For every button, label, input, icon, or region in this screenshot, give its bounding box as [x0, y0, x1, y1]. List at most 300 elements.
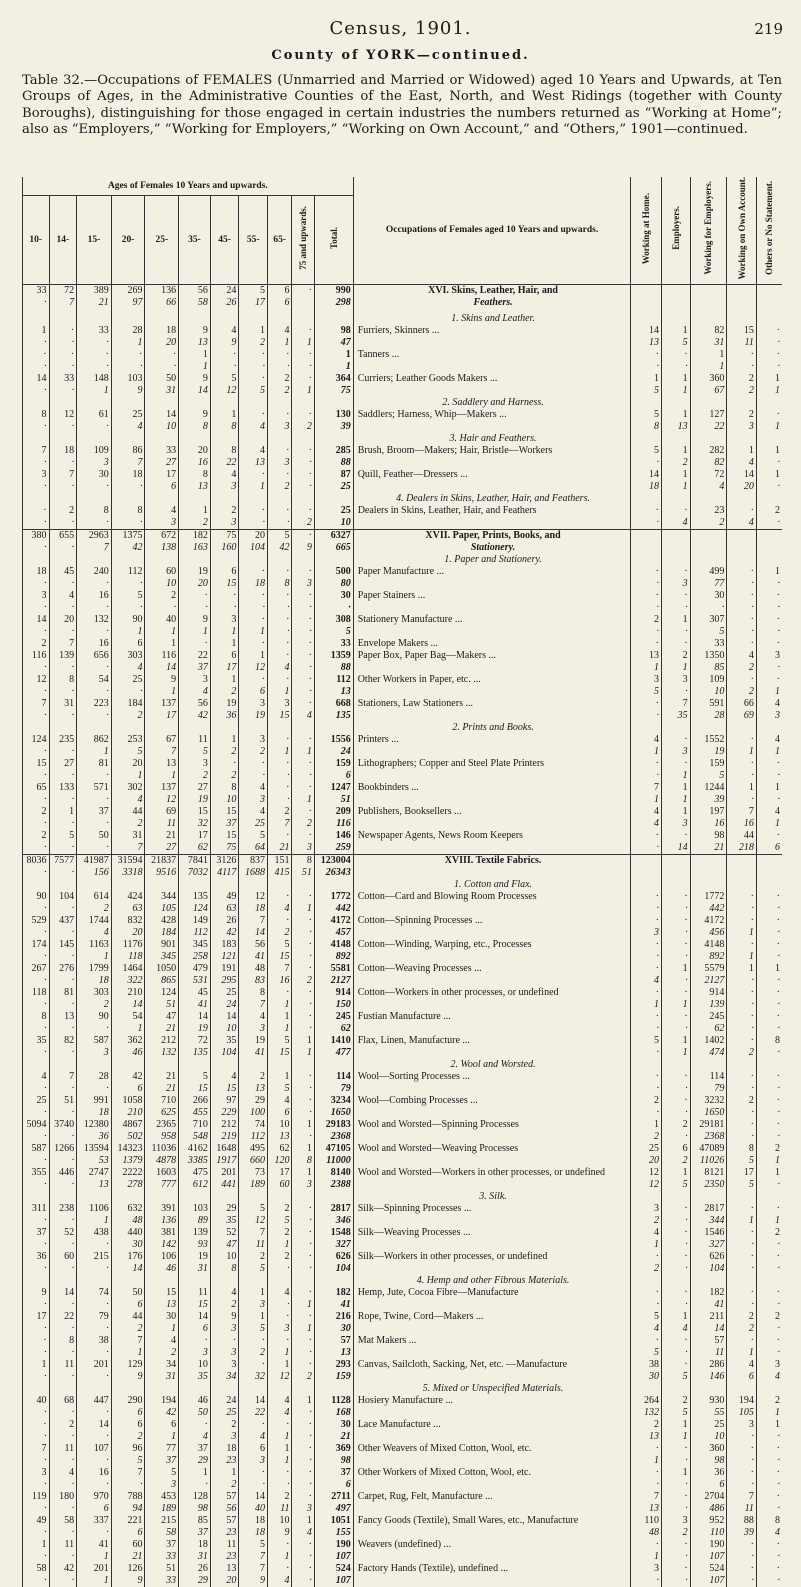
table-row — [23, 963, 783, 975]
age-cell: 2 — [77, 999, 112, 1011]
status-cell — [690, 313, 727, 325]
age-cell: · — [49, 1479, 77, 1491]
status-cell — [661, 397, 690, 409]
status-cell: 3 — [631, 1563, 662, 1575]
status-cell: 36 — [690, 1467, 727, 1479]
age-cell: 20 — [239, 529, 268, 542]
status-cell — [631, 433, 662, 445]
status-cell — [690, 433, 727, 445]
status-cell: 146 — [690, 1371, 727, 1383]
total-cell: 442 — [314, 903, 353, 915]
status-cell — [631, 529, 662, 542]
occupation-cell: Other Weavers of Mixed Cotton, Wool, etc. — [353, 1443, 631, 1455]
age-cell: 1266 — [49, 1143, 77, 1155]
age-cell — [49, 879, 77, 891]
age-cell: 571 — [77, 782, 112, 794]
age-cell: 107 — [77, 1443, 112, 1455]
ages-header: Ages of Females 10 Years and upwards. — [23, 177, 354, 196]
age-cell — [210, 879, 239, 891]
age-cell: · — [23, 1335, 50, 1347]
age-cell: 56 — [179, 284, 211, 297]
age-cell: 11036 — [145, 1143, 179, 1155]
age-cell: 11 — [267, 1503, 292, 1515]
status-cell: 85 — [690, 662, 727, 674]
age-cell: 116 — [23, 650, 50, 662]
total-cell — [314, 722, 353, 734]
age-cell: 18 — [239, 903, 268, 915]
status-cell: 591 — [690, 698, 727, 710]
table-row — [23, 939, 783, 951]
occupation-cell: Silk—Weaving Processes ... — [353, 1227, 631, 1239]
status-cell: · — [631, 1575, 662, 1587]
age-col-header: 15- — [77, 196, 112, 284]
status-cell: · — [631, 1299, 662, 1311]
age-cell: 5 — [179, 1071, 211, 1083]
status-cell: · — [727, 1023, 757, 1035]
age-cell: · — [210, 361, 239, 373]
age-cell: · — [292, 1131, 314, 1143]
age-cell: 1 — [267, 1359, 292, 1371]
age-cell: 32 — [179, 818, 211, 830]
table-row — [23, 397, 783, 409]
status-cell: 4 — [631, 734, 662, 746]
age-cell: 126 — [111, 1563, 145, 1575]
age-cell: · — [267, 674, 292, 686]
age-cell: · — [77, 794, 112, 806]
age-cell: 14 — [111, 1263, 145, 1275]
age-cell: 6 — [111, 638, 145, 650]
status-cell — [690, 529, 727, 542]
age-cell: 7 — [145, 746, 179, 758]
age-cell: 1 — [292, 746, 314, 758]
age-cell: 81 — [49, 987, 77, 999]
age-cell: 2 — [267, 481, 292, 493]
age-cell: 19 — [239, 1035, 268, 1047]
age-cell: 93 — [179, 1239, 211, 1251]
status-cell: · — [631, 903, 662, 915]
table-row — [23, 1011, 783, 1023]
age-cell: 2 — [77, 903, 112, 915]
age-cell — [239, 397, 268, 409]
table-row — [23, 566, 783, 578]
occupation-cell: 1. Cotton and Flax. — [353, 879, 631, 891]
age-cell: · — [179, 602, 211, 614]
age-cell: 1 — [292, 1167, 314, 1179]
status-cell: 2368 — [690, 1131, 727, 1143]
status-cell: · — [756, 1335, 782, 1347]
age-cell: 66 — [145, 297, 179, 309]
status-cell — [661, 1191, 690, 1203]
total-cell: 665 — [314, 542, 353, 554]
table-row — [23, 313, 783, 325]
status-cell: · — [631, 830, 662, 842]
age-cell: 15 — [210, 830, 239, 842]
occupation-cell: Curriers; Leather Goods Makers ... — [353, 373, 631, 385]
total-cell: 1772 — [314, 891, 353, 903]
table-row — [23, 698, 783, 710]
status-cell: · — [756, 590, 782, 602]
age-cell: 15 — [179, 1299, 211, 1311]
age-cell: 1464 — [111, 963, 145, 975]
age-cell: 345 — [145, 951, 179, 963]
total-cell: 30 — [314, 590, 353, 602]
status-cell: · — [756, 325, 782, 337]
occupation-cell: Envelope Makers ... — [353, 638, 631, 650]
status-header-home: Working at Home. — [631, 177, 662, 284]
occupation-cell — [353, 842, 631, 855]
age-cell: 31 — [111, 830, 145, 842]
age-cell: 35 — [23, 1035, 50, 1047]
age-cell: 1 — [145, 1323, 179, 1335]
age-cell: 184 — [111, 698, 145, 710]
page-running-title: Census, 1901. — [329, 18, 472, 39]
status-cell: · — [727, 1239, 757, 1251]
age-cell: 52 — [210, 1227, 239, 1239]
age-cell: 655 — [49, 529, 77, 542]
table-row — [23, 469, 783, 481]
status-cell: · — [661, 1503, 690, 1515]
age-cell: 8 — [179, 421, 211, 433]
age-cell — [23, 493, 50, 505]
status-cell: 2127 — [690, 975, 727, 987]
age-cell: 3 — [239, 1299, 268, 1311]
status-cell: · — [727, 1479, 757, 1491]
age-cell: 7 — [239, 1563, 268, 1575]
occupation-cell: XVII. Paper, Prints, Books, and — [353, 529, 631, 542]
status-cell — [631, 313, 662, 325]
status-cell: 66 — [727, 698, 757, 710]
status-cell: · — [661, 1011, 690, 1023]
table-row — [23, 734, 783, 746]
occupation-cell: Wool and Worsted—Weaving Processes — [353, 1143, 631, 1155]
status-cell: 442 — [690, 903, 727, 915]
age-cell: · — [23, 867, 50, 879]
age-cell — [210, 493, 239, 505]
status-cell: · — [661, 1479, 690, 1491]
age-cell: 2 — [210, 686, 239, 698]
status-cell: · — [727, 1563, 757, 1575]
age-cell: 1 — [111, 626, 145, 638]
status-cell: · — [631, 963, 662, 975]
age-cell: 2 — [292, 818, 314, 830]
age-cell: · — [292, 1563, 314, 1575]
total-cell: 5 — [314, 626, 353, 638]
age-cell: 4 — [111, 662, 145, 674]
age-cell: 311 — [23, 1203, 50, 1215]
status-cell: 474 — [690, 1047, 727, 1059]
age-cell: 2 — [267, 373, 292, 385]
age-cell — [210, 397, 239, 409]
status-cell: 5 — [631, 445, 662, 457]
age-cell: 1 — [210, 626, 239, 638]
age-cell: 1 — [145, 770, 179, 782]
age-cell: 1917 — [210, 1155, 239, 1167]
status-cell: 1350 — [690, 650, 727, 662]
status-cell: 1 — [631, 1455, 662, 1467]
age-cell: 345 — [179, 939, 211, 951]
status-cell: 182 — [690, 1287, 727, 1299]
age-cell: · — [292, 1359, 314, 1371]
age-cell: · — [77, 710, 112, 722]
age-cell: 36 — [210, 710, 239, 722]
status-cell — [727, 493, 757, 505]
status-cell: 1 — [661, 794, 690, 806]
status-cell: · — [756, 1263, 782, 1275]
table-row — [23, 867, 783, 879]
total-cell: 88 — [314, 662, 353, 674]
age-cell: 21 — [77, 297, 112, 309]
age-cell: 136 — [145, 1215, 179, 1227]
age-cell: 1 — [111, 1023, 145, 1035]
status-cell — [727, 1275, 757, 1287]
age-cell: 15 — [145, 1287, 179, 1299]
age-cell: 8 — [49, 674, 77, 686]
age-cell: 29 — [179, 1575, 211, 1587]
status-cell: · — [727, 903, 757, 915]
age-cell: · — [23, 1179, 50, 1191]
total-cell: 626 — [314, 1251, 353, 1263]
total-cell: 51 — [314, 794, 353, 806]
age-cell: · — [292, 758, 314, 770]
age-cell — [111, 1191, 145, 1203]
status-cell: · — [631, 939, 662, 951]
status-cell: 33 — [690, 638, 727, 650]
age-cell: · — [77, 1407, 112, 1419]
status-cell: 1 — [727, 1215, 757, 1227]
age-cell: 11 — [49, 1443, 77, 1455]
status-cell: 2 — [631, 1131, 662, 1143]
age-cell: 5 — [239, 1539, 268, 1551]
total-cell: 57 — [314, 1335, 353, 1347]
status-cell: 1 — [661, 806, 690, 818]
age-cell: 8 — [292, 1155, 314, 1167]
age-cell: 13 — [267, 1131, 292, 1143]
table-row — [23, 1491, 783, 1503]
status-cell: 5579 — [690, 963, 727, 975]
age-cell: · — [267, 469, 292, 481]
age-cell — [111, 433, 145, 445]
status-cell: 14 — [631, 325, 662, 337]
age-cell — [239, 313, 268, 325]
age-cell: 1 — [77, 746, 112, 758]
age-cell: 17 — [267, 1167, 292, 1179]
age-cell: 1 — [267, 1071, 292, 1083]
age-cell: · — [292, 650, 314, 662]
status-cell: 2 — [690, 517, 727, 530]
age-cell: · — [292, 1491, 314, 1503]
age-cell: 1 — [292, 337, 314, 349]
age-cell: 2 — [23, 638, 50, 650]
status-cell: · — [631, 987, 662, 999]
status-cell: 30 — [631, 1371, 662, 1383]
table-row — [23, 891, 783, 903]
status-cell: 6 — [756, 842, 782, 855]
age-cell: 18 — [77, 1107, 112, 1119]
age-cell: · — [292, 1347, 314, 1359]
age-cell: 35 — [210, 1215, 239, 1227]
age-cell: · — [77, 1527, 112, 1539]
status-cell: · — [661, 638, 690, 650]
age-cell: 587 — [77, 1035, 112, 1047]
status-cell: · — [661, 1347, 690, 1359]
age-cell: · — [23, 746, 50, 758]
age-cell — [77, 493, 112, 505]
age-cell: · — [292, 1539, 314, 1551]
status-cell: 20 — [727, 481, 757, 493]
status-cell: 30 — [690, 590, 727, 602]
age-cell: 4 — [267, 1575, 292, 1587]
age-cell: 1 — [49, 806, 77, 818]
status-cell: 5 — [690, 626, 727, 638]
age-cell: · — [239, 674, 268, 686]
age-cell: 837 — [239, 854, 268, 867]
occupation-cell: Paper Manufacture ... — [353, 566, 631, 578]
age-cell: · — [49, 1503, 77, 1515]
age-cell — [179, 554, 211, 566]
occupation-cell: Other Workers of Mixed Cotton, Wool, etc. — [353, 1467, 631, 1479]
total-cell: 25 — [314, 505, 353, 517]
age-cell: 1 — [111, 1347, 145, 1359]
age-cell: · — [23, 951, 50, 963]
total-cell: 1359 — [314, 650, 353, 662]
status-cell: · — [727, 1071, 757, 1083]
age-cell: · — [49, 1083, 77, 1095]
age-cell: 777 — [145, 1179, 179, 1191]
age-cell: · — [292, 951, 314, 963]
age-cell: · — [292, 505, 314, 517]
table-row — [23, 517, 783, 530]
occupation-cell: Paper Box, Paper Bag—Makers ... — [353, 650, 631, 662]
status-cell: 5 — [631, 1311, 662, 1323]
age-cell: · — [267, 891, 292, 903]
age-cell: · — [23, 602, 50, 614]
age-cell — [267, 554, 292, 566]
age-cell: · — [239, 349, 268, 361]
age-cell: · — [292, 349, 314, 361]
status-cell: 2350 — [690, 1179, 727, 1191]
age-cell: 210 — [111, 1107, 145, 1119]
age-cell: 57 — [210, 1491, 239, 1503]
age-cell: 5 — [111, 1455, 145, 1467]
table-row — [23, 1311, 783, 1323]
status-cell: 7 — [631, 1491, 662, 1503]
age-cell: 14 — [239, 1491, 268, 1503]
age-cell: 1 — [239, 1287, 268, 1299]
age-cell: 36 — [23, 1251, 50, 1263]
age-cell: 7 — [111, 1335, 145, 1347]
status-cell: 67 — [690, 385, 727, 397]
age-cell: 11 — [210, 1539, 239, 1551]
age-cell: 4 — [239, 421, 268, 433]
table-row — [23, 1287, 783, 1299]
age-cell: · — [23, 626, 50, 638]
age-cell: 1375 — [111, 529, 145, 542]
age-cell: 1 — [267, 1431, 292, 1443]
status-cell: · — [727, 987, 757, 999]
age-cell: 21 — [267, 842, 292, 855]
status-cell: 4 — [756, 698, 782, 710]
total-cell: 1247 — [314, 782, 353, 794]
age-col-header: 65- — [267, 196, 292, 284]
table-row — [23, 445, 783, 457]
age-cell: 16 — [267, 975, 292, 987]
status-cell: · — [756, 1551, 782, 1563]
age-cell: · — [292, 1335, 314, 1347]
age-cell: 56 — [239, 939, 268, 951]
age-cell: 1 — [267, 1239, 292, 1251]
status-cell: 28 — [690, 710, 727, 722]
status-cell: · — [756, 1479, 782, 1491]
age-cell — [145, 1191, 179, 1203]
table-row — [23, 1095, 783, 1107]
age-cell: · — [292, 1239, 314, 1251]
age-cell: 8 — [292, 854, 314, 867]
age-cell: 3740 — [49, 1119, 77, 1131]
age-cell: 27 — [145, 842, 179, 855]
status-cell — [690, 1383, 727, 1395]
status-cell: · — [727, 1107, 757, 1119]
status-cell: 5 — [631, 385, 662, 397]
age-cell: 18 — [49, 445, 77, 457]
total-cell: 26343 — [314, 867, 353, 879]
age-cell: · — [292, 915, 314, 927]
age-cell: 1 — [267, 1011, 292, 1023]
status-cell — [661, 867, 690, 879]
age-cell: 21837 — [145, 854, 179, 867]
age-cell: 240 — [77, 566, 112, 578]
age-cell: 156 — [77, 867, 112, 879]
age-cell: 2 — [23, 806, 50, 818]
status-cell: · — [727, 1035, 757, 1047]
age-cell: 145 — [49, 939, 77, 951]
age-cell: · — [23, 578, 50, 590]
age-cell: 17 — [23, 1311, 50, 1323]
status-cell: 2 — [661, 1119, 690, 1131]
total-cell: 182 — [314, 1287, 353, 1299]
age-cell: 5 — [111, 590, 145, 602]
total-cell: 25 — [314, 481, 353, 493]
table-row — [23, 297, 783, 309]
age-col-header: 25- — [145, 196, 179, 284]
status-cell: · — [727, 999, 757, 1011]
total-cell: 6 — [314, 770, 353, 782]
table-row — [23, 674, 783, 686]
age-cell: · — [49, 385, 77, 397]
age-cell — [179, 1059, 211, 1071]
status-cell — [727, 1383, 757, 1395]
status-cell: 892 — [690, 951, 727, 963]
age-cell: 60 — [145, 566, 179, 578]
age-cell — [49, 433, 77, 445]
status-cell: · — [661, 1227, 690, 1239]
occupation-cell — [353, 794, 631, 806]
status-cell: · — [756, 794, 782, 806]
age-cell: · — [267, 794, 292, 806]
status-cell: · — [631, 349, 662, 361]
age-cell: 42 — [179, 710, 211, 722]
status-cell: 39 — [727, 1527, 757, 1539]
age-cell: 13 — [179, 337, 211, 349]
age-cell: 37 — [23, 1227, 50, 1239]
age-cell: 37 — [210, 818, 239, 830]
age-cell: 2 — [111, 1431, 145, 1443]
occupation-cell: Dealers in Skins, Leather, Hair, and Feathers — [353, 505, 631, 517]
occupation-cell: Feathers. — [353, 297, 631, 309]
total-cell: 62 — [314, 1023, 353, 1035]
status-cell: · — [727, 891, 757, 903]
status-cell — [631, 1191, 662, 1203]
age-cell: · — [77, 1299, 112, 1311]
